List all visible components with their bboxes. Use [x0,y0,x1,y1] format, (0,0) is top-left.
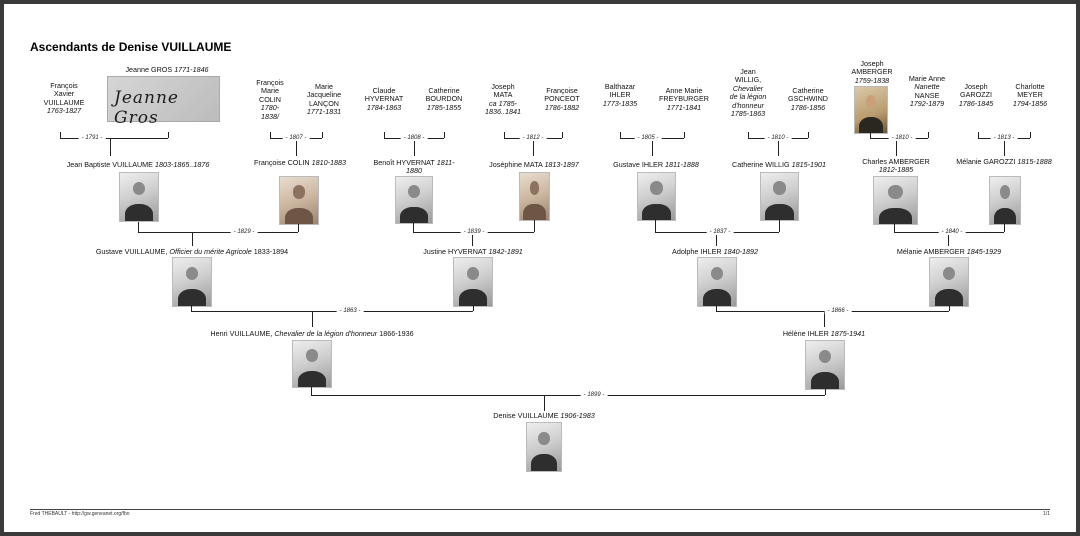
person-helene-ihler[interactable] [774,330,874,338]
person-dates: 1784-1863 [366,102,402,112]
person-josephine-mata[interactable] [478,161,590,169]
marriage-label: - 1813 - [991,135,1018,141]
portrait-henri-vuillaume [292,340,332,388]
person-melanie-garozzi[interactable] [954,158,1054,166]
connector [384,132,385,138]
person-claude-hyvernat[interactable] [360,87,408,112]
person-francois-xavier-vuillaume[interactable] [40,82,88,116]
connector [413,223,414,232]
person-dates: 1763-1827 [46,106,82,116]
connector [504,132,505,138]
person-francoise-colin[interactable] [254,159,346,167]
person-dates: 1759-1838 [854,75,890,85]
portrait-justine-hyvernat [453,257,493,307]
connector [60,132,61,138]
connector [192,232,193,246]
connector [870,132,871,138]
person-name: François Xavier VUILLAUME [43,81,85,107]
connector [748,132,749,138]
person-dates: 1845-1929 [966,247,1002,256]
portrait-melanie-amberger [929,257,969,307]
person-joseph-garozzi[interactable] [956,83,996,108]
marriage-line-1899 [311,395,825,396]
person-marie-jacqueline-lancon[interactable] [298,83,350,117]
person-dates: 1833-1894 [253,247,289,256]
connector [322,132,323,138]
portrait-gustave-vuillaume [172,257,212,307]
marriage-label: - 1863 - [337,308,364,314]
person-dates: 1785-1855 [426,102,462,112]
person-dates: 1815-1888 [1017,157,1052,166]
connector [779,220,780,232]
connector [444,132,445,138]
person-dates: 1792-1879 [909,99,945,109]
marriage-label: - 1812 - [520,135,547,141]
person-jean-willig[interactable] [728,68,768,118]
connector [168,132,169,138]
person-title: Chevalier de la légion d'honneur [274,329,378,338]
person-name: Justine HYVERNAT [423,247,487,256]
person-name: Catherine GSCHWIND [788,86,828,104]
person-name: Marie Anne [908,74,946,83]
person-title: Officier du mérite Agricole [169,247,252,256]
footer-divider [30,509,1050,510]
signature-text: Jeanne Gros [114,88,179,128]
connector [138,222,139,232]
marriage-label: - 1839 - [461,229,488,235]
portrait-charles-amberger [873,176,918,225]
connector [684,132,685,138]
person-name: Gustave VUILLAUME, [95,247,168,256]
person-dates: 1786-1882 [544,102,580,112]
connector [1004,224,1005,232]
person-melanie-amberger[interactable] [884,248,1014,256]
person-name: Marie Jacqueline LANÇON [306,82,342,108]
connector [949,305,950,311]
person-catherine-gschwind[interactable] [782,87,834,112]
connector [716,305,717,311]
person-dates: 1780-1838/ [260,103,280,121]
person-dates: 1812-1885 [878,165,914,175]
marriage-label: - 1899 - [581,392,608,398]
person-dates: 1786-1845 [958,98,994,108]
person-name: Joseph GAROZZI [960,82,992,100]
marriage-label: - 1808 - [401,135,428,141]
portrait-melanie-garozzi [989,176,1021,225]
person-name: Catherine WILLIG [732,160,790,169]
person-joseph-amberger[interactable] [844,60,900,85]
marriage-label: - 1810 - [889,135,916,141]
person-name: Charlotte MEYER [1015,82,1045,100]
person-adolphe-ihler[interactable] [660,248,770,256]
page-title: Ascendants de Denise VUILLAUME [30,40,232,54]
marriage-line-1791 [60,138,168,139]
person-middle-name: Nanette [914,82,940,92]
person-name: Charles AMBERGER [862,157,930,166]
person-jean-baptiste-vuillaume[interactable] [56,161,220,169]
person-gustave-ihler[interactable] [604,161,708,169]
portrait-helene-ihler [805,340,845,390]
person-francoise-ponceot[interactable] [538,87,586,112]
connector [825,389,826,395]
person-catherine-bourdon[interactable] [418,87,470,112]
portrait-benoit-hyvernat [395,176,433,224]
connector [311,387,312,395]
person-balthazar-ihler[interactable] [600,83,640,108]
person-dates: 1811-1880 [406,158,455,176]
person-charles-amberger[interactable] [854,158,938,175]
connector [312,311,313,327]
portrait-joseph-amberger [854,86,888,134]
person-dates: 1803-1865..1876 [154,160,210,169]
person-dates: ca 1785-1836..1841 [485,98,521,117]
person-dates: 1771-1841 [666,102,702,112]
connector [808,132,809,138]
person-name: Joseph MATA [491,82,515,100]
person-dates: 1875-1941 [830,329,866,338]
person-francois-marie-colin[interactable] [252,79,288,121]
person-name: Gustave IHLER [613,160,664,169]
person-name: Jean WILLIG, [734,67,762,85]
person-dates: 1866-1936 [379,329,414,338]
person-name: François Marie COLIN [256,78,284,104]
person-catherine-willig[interactable] [724,161,834,169]
person-dates: 1773-1835 [602,98,638,108]
marriage-line-1863 [191,311,473,312]
connector [110,138,111,156]
person-joseph-mata[interactable] [482,83,524,117]
person-charlotte-meyer[interactable] [1008,83,1052,108]
person-dates: 1771-1831 [306,107,342,117]
person-gustave-vuillaume[interactable] [84,248,300,256]
connector [562,132,563,138]
connector [270,132,271,138]
person-name: Joseph AMBERGER [851,59,893,77]
marriage-line-1829 [138,232,298,233]
connector [473,305,474,311]
marriage-label: - 1866 - [825,308,852,314]
person-marie-anne-nanse[interactable] [908,75,946,109]
portrait-denise-vuillaume [526,422,562,472]
person-benoit-hyvernat[interactable] [366,159,462,176]
connector [655,220,656,232]
connector [620,132,621,138]
connector [534,220,535,232]
portrait-gustave-ihler [637,172,676,221]
marriage-label: - 1840 - [939,229,966,235]
signature-image [107,76,220,128]
portrait-francoise-colin [279,176,319,225]
person-name: Mélanie GAROZZI [956,157,1016,166]
person-last-name: NANSE [914,90,940,100]
person-title: Chevalier de la légion d'honneur [729,83,767,110]
connector [191,305,192,311]
person-name: Hélène IHLER [782,329,829,338]
portrait-josephine-mata [519,172,550,221]
page [4,4,1076,532]
person-name: Mélanie AMBERGER [896,247,965,256]
marriage-label: - 1837 - [707,229,734,235]
person-name: Balthazar IHLER [604,82,636,100]
person-dates: 1811-1888 [665,160,699,169]
footer-author-link[interactable]: Fred THEBAULT - http://gw.geneanet.org/fbo [30,511,130,517]
person-dates: 1794-1856 [1012,98,1048,108]
marriage-label: - 1805 - [635,135,662,141]
portrait-jean-baptiste-vuillaume [119,172,159,222]
person-dates: 1810-1883 [311,158,346,167]
marriage-label: - 1810 - [765,135,792,141]
person-name: Françoise PONCEOT [544,86,580,104]
person-justine-hyvernat[interactable] [412,248,534,256]
marriage-label: - 1791 - [79,135,106,141]
connector [544,395,545,411]
person-name: Denise VUILLAUME [493,411,559,420]
person-dates: 1786-1856 [790,102,826,112]
person-dates: 1813-1897 [544,160,579,169]
person-anne-marie-freyburger[interactable] [654,87,714,112]
marriage-label: - 1829 - [231,229,258,235]
person-name: Adolphe IHLER [672,247,722,256]
connector [928,132,929,138]
person-jeanne-gros[interactable] [112,66,222,74]
person-dates: 1785-1863 [730,109,766,119]
person-henri-vuillaume[interactable] [200,330,424,338]
portrait-adolphe-ihler [697,257,737,307]
person-name: Benoît HYVERNAT [373,158,435,167]
connector [894,224,895,232]
person-name: Claude HYVERNAT [364,86,404,104]
person-dates: 1842-1891 [488,247,523,256]
person-name: Joséphine MATA [489,160,543,169]
connector [298,224,299,232]
footer-page-number: 1/1 [1043,511,1050,517]
person-name: Jean Baptiste VUILLAUME [66,160,153,169]
marriage-label: - 1807 - [283,135,310,141]
person-name: Henri VUILLAUME, [210,329,273,338]
person-denise-vuillaume[interactable] [474,412,614,420]
person-dates: 1840-1892 [723,247,758,256]
portrait-catherine-willig [760,172,799,221]
connector [1030,132,1031,138]
connector [978,132,979,138]
person-name: Jeanne GROS [125,65,173,74]
person-dates: 1906-1983 [560,411,595,420]
person-name: Françoise COLIN [254,158,310,167]
person-name: Anne Marie FREYBURGER [659,86,709,104]
person-name: Catherine BOURDON [425,86,463,104]
person-dates: 1815-1901 [791,160,826,169]
person-dates: 1771-1846 [174,65,209,74]
